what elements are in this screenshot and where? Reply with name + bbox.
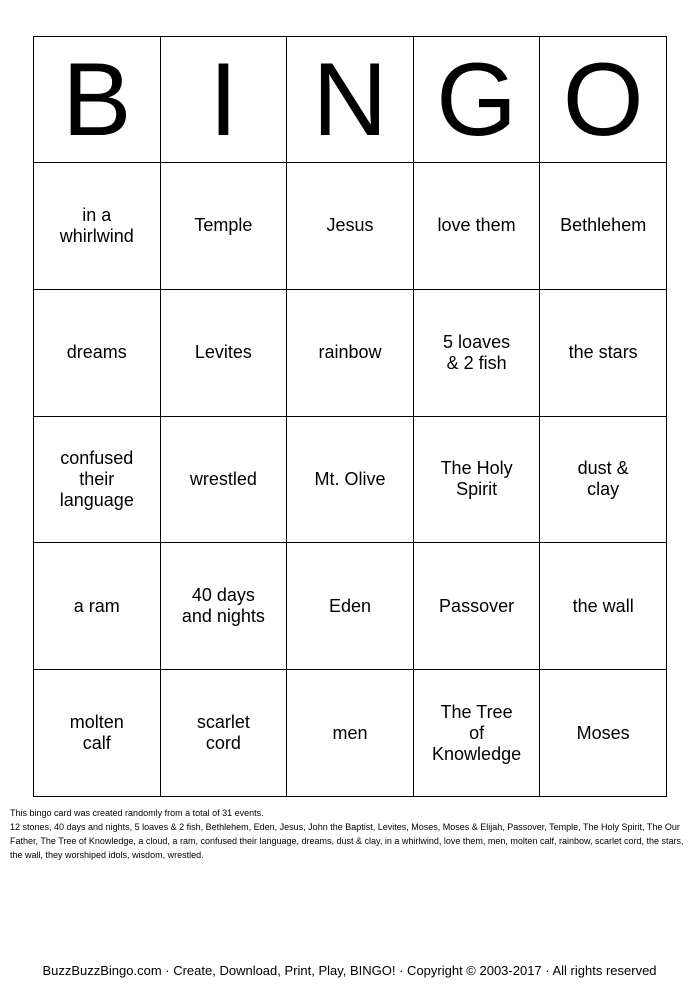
footer-copyright: BuzzBuzzBingo.com · Create, Download, Print, Play, BINGO! · Copyright © 2003-2017 · All rights reserved <box>42 963 657 978</box>
cell-text: love them <box>437 215 516 236</box>
card-cell <box>287 416 414 543</box>
cell-text: the stars <box>568 342 638 363</box>
card-cell <box>160 289 287 416</box>
card-cell <box>287 163 414 290</box>
header-letter: I <box>208 41 238 158</box>
event-list <box>10 806 690 862</box>
cell-text: The Holy Spirit <box>440 458 513 500</box>
card-cell <box>287 543 414 670</box>
card-cell <box>34 543 161 670</box>
card-cell <box>413 543 540 670</box>
cell-text: Moses <box>576 722 630 743</box>
card-row <box>34 163 667 290</box>
card-row <box>34 289 667 416</box>
header-letter: G <box>436 41 518 158</box>
cell-text: in a whirlwind <box>59 204 134 246</box>
cell-text: molten calf <box>69 712 124 754</box>
card-cell <box>34 163 161 290</box>
cell-text: Bethlehem <box>560 215 647 236</box>
card-cell <box>160 670 287 797</box>
card-cell <box>34 416 161 543</box>
card-cell <box>540 416 667 543</box>
cell-text: Eden <box>328 595 371 616</box>
cell-text: dreams <box>66 342 127 363</box>
cell-text: a ram <box>73 595 120 616</box>
card-cell <box>540 543 667 670</box>
card-row <box>34 416 667 543</box>
header-row <box>34 37 667 163</box>
card-cell <box>160 543 287 670</box>
card-cell <box>540 289 667 416</box>
cell-text: Temple <box>194 215 253 236</box>
header-letter: B <box>62 41 132 158</box>
cell-text: men <box>332 722 368 743</box>
header-cell-i <box>160 37 287 163</box>
header-cell-n <box>287 37 414 163</box>
card-cell <box>287 289 414 416</box>
event-count-note: This bingo card was created randomly from a total of 31 events. <box>10 808 264 818</box>
card-cell <box>413 163 540 290</box>
card-cell <box>413 416 540 543</box>
card-cell <box>413 670 540 797</box>
header-cell-b <box>34 37 161 163</box>
card-cell <box>540 163 667 290</box>
card-cell <box>540 670 667 797</box>
header-cell-o <box>540 37 667 163</box>
cell-text: Mt. Olive <box>314 468 386 489</box>
cell-text: rainbow <box>318 342 382 363</box>
card-cell <box>34 670 161 797</box>
event-names: 12 stones, 40 days and nights, 5 loaves & 2 fish, Bethlehem, Eden, Jesus, John the Baptist, Levites, Moses, Moses & Elijah, Passover, Temple, The Holy Spirit, The Our Father, The Tree of Knowledge, a cloud, a ram, confused their language, dreams, dust & clay, in a whirlwind, love them, men, molten calf, rainbow, scarlet cord, the stars, the wall, they worshiped idols, wisdom, wrestled. <box>10 822 684 860</box>
cell-text: 5 loaves & 2 fish <box>443 331 511 373</box>
card-cell <box>160 416 287 543</box>
cell-text: confused their language <box>59 447 134 510</box>
cell-text: wrestled <box>189 468 257 489</box>
card-cell <box>287 670 414 797</box>
card-row <box>34 670 667 797</box>
bingo-card <box>33 36 667 797</box>
card-cell <box>34 289 161 416</box>
cell-text: dust & clay <box>577 458 629 500</box>
header-cell-g <box>413 37 540 163</box>
cell-text: scarlet cord <box>196 712 250 754</box>
header-letter: N <box>312 41 388 158</box>
header-letter: O <box>562 41 644 158</box>
card-row <box>34 543 667 670</box>
cell-text: 40 days and nights <box>181 585 265 627</box>
cell-text: The Tree of Knowledge <box>432 701 522 764</box>
cell-text: Passover <box>439 595 515 616</box>
cell-text: the wall <box>572 595 634 616</box>
card-cell <box>413 289 540 416</box>
card-cell <box>160 163 287 290</box>
cell-text: Levites <box>194 342 252 363</box>
cell-text: Jesus <box>326 215 374 236</box>
